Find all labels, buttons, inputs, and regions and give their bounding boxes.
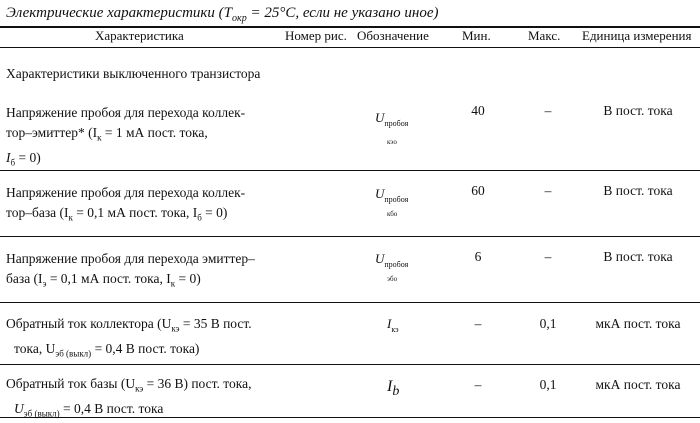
header-unit: Единица измерения: [582, 28, 692, 43]
table-row-2-max: –: [544, 183, 552, 198]
table-row-3-symbol: $U_{пробоя}$ эбо: [375, 251, 409, 283]
table-row-3-max: –: [544, 249, 552, 264]
table-row-2-characteristic: Напряжение пробоя для перехода коллек- тор–база ($I_к = 0,1$ мА пост. тока, $I_б = 0$): [6, 185, 246, 223]
table-row-1-symbol: $U_{пробоя}$ кэо: [375, 110, 409, 146]
table-row-5-min: –: [474, 377, 482, 392]
header-characteristic: Характеристика: [95, 28, 184, 43]
table-row-5-unit: мкА пост. тока: [595, 377, 681, 392]
table-row-1-min: 40: [471, 103, 485, 118]
row-divider: [0, 302, 700, 303]
header-symbol: Обозначение: [357, 28, 429, 43]
table-row-1-characteristic: Напряжение пробоя для перехода коллек- тор–эмиттер* ($I_к = 1$ мА пост. тока, $I_б = 0$): [6, 105, 246, 168]
table-row-1-max: –: [544, 103, 552, 118]
table-row-4-min: –: [474, 316, 482, 331]
row-divider: [0, 236, 700, 237]
table-row-4-symbol: $I_{кэ}$: [387, 316, 399, 334]
header-max: Макс.: [528, 28, 561, 43]
table-row-5-characteristic: Обратный ток базы ($U_{кэ} = 36$ В) пост. тока, $U_{эб (выкл)} = 0,4$ В пост. тока: [6, 376, 252, 419]
table-row-1-unit: В пост. тока: [603, 103, 673, 118]
section-title: Характеристики выключенного транзистора: [6, 66, 261, 81]
table-row-2-symbol: $U_{пробоя}$ кбо: [375, 186, 409, 218]
table-row-2-unit: В пост. тока: [603, 183, 673, 198]
table-row-5-max: 0,1: [539, 377, 557, 392]
table-caption: Электрические характеристики ($T_{окр} = 25^\circ С$, если не указано иное): [6, 5, 439, 24]
table-row-3-unit: В пост. тока: [603, 249, 673, 264]
table-bottom-rule: [0, 417, 700, 418]
table-row-3-characteristic: Напряжение пробоя для перехода эмиттер– база ($I_э = 0,1$ мА пост. тока, $I_к = 0$): [6, 251, 255, 289]
row-divider: [0, 364, 700, 365]
table-row-2-min: 60: [471, 183, 485, 198]
table-row-4-max: 0,1: [539, 316, 557, 331]
table-row-5-symbol: Ib: [387, 378, 400, 399]
table-row-4-characteristic: Обратный ток коллектора ($U_{кэ} = 35$ В пост. тока, $U_{эб (выкл)} = 0,4$ В пост. тока): [6, 316, 252, 359]
header-bottom-rule: [0, 47, 700, 48]
table-row-4-unit: мкА пост. тока: [595, 316, 681, 331]
header-min: Мин.: [462, 28, 491, 43]
header-figure-number: Номер рис.: [285, 28, 347, 43]
row-divider: [0, 170, 700, 171]
table-row-3-min: 6: [474, 249, 482, 264]
